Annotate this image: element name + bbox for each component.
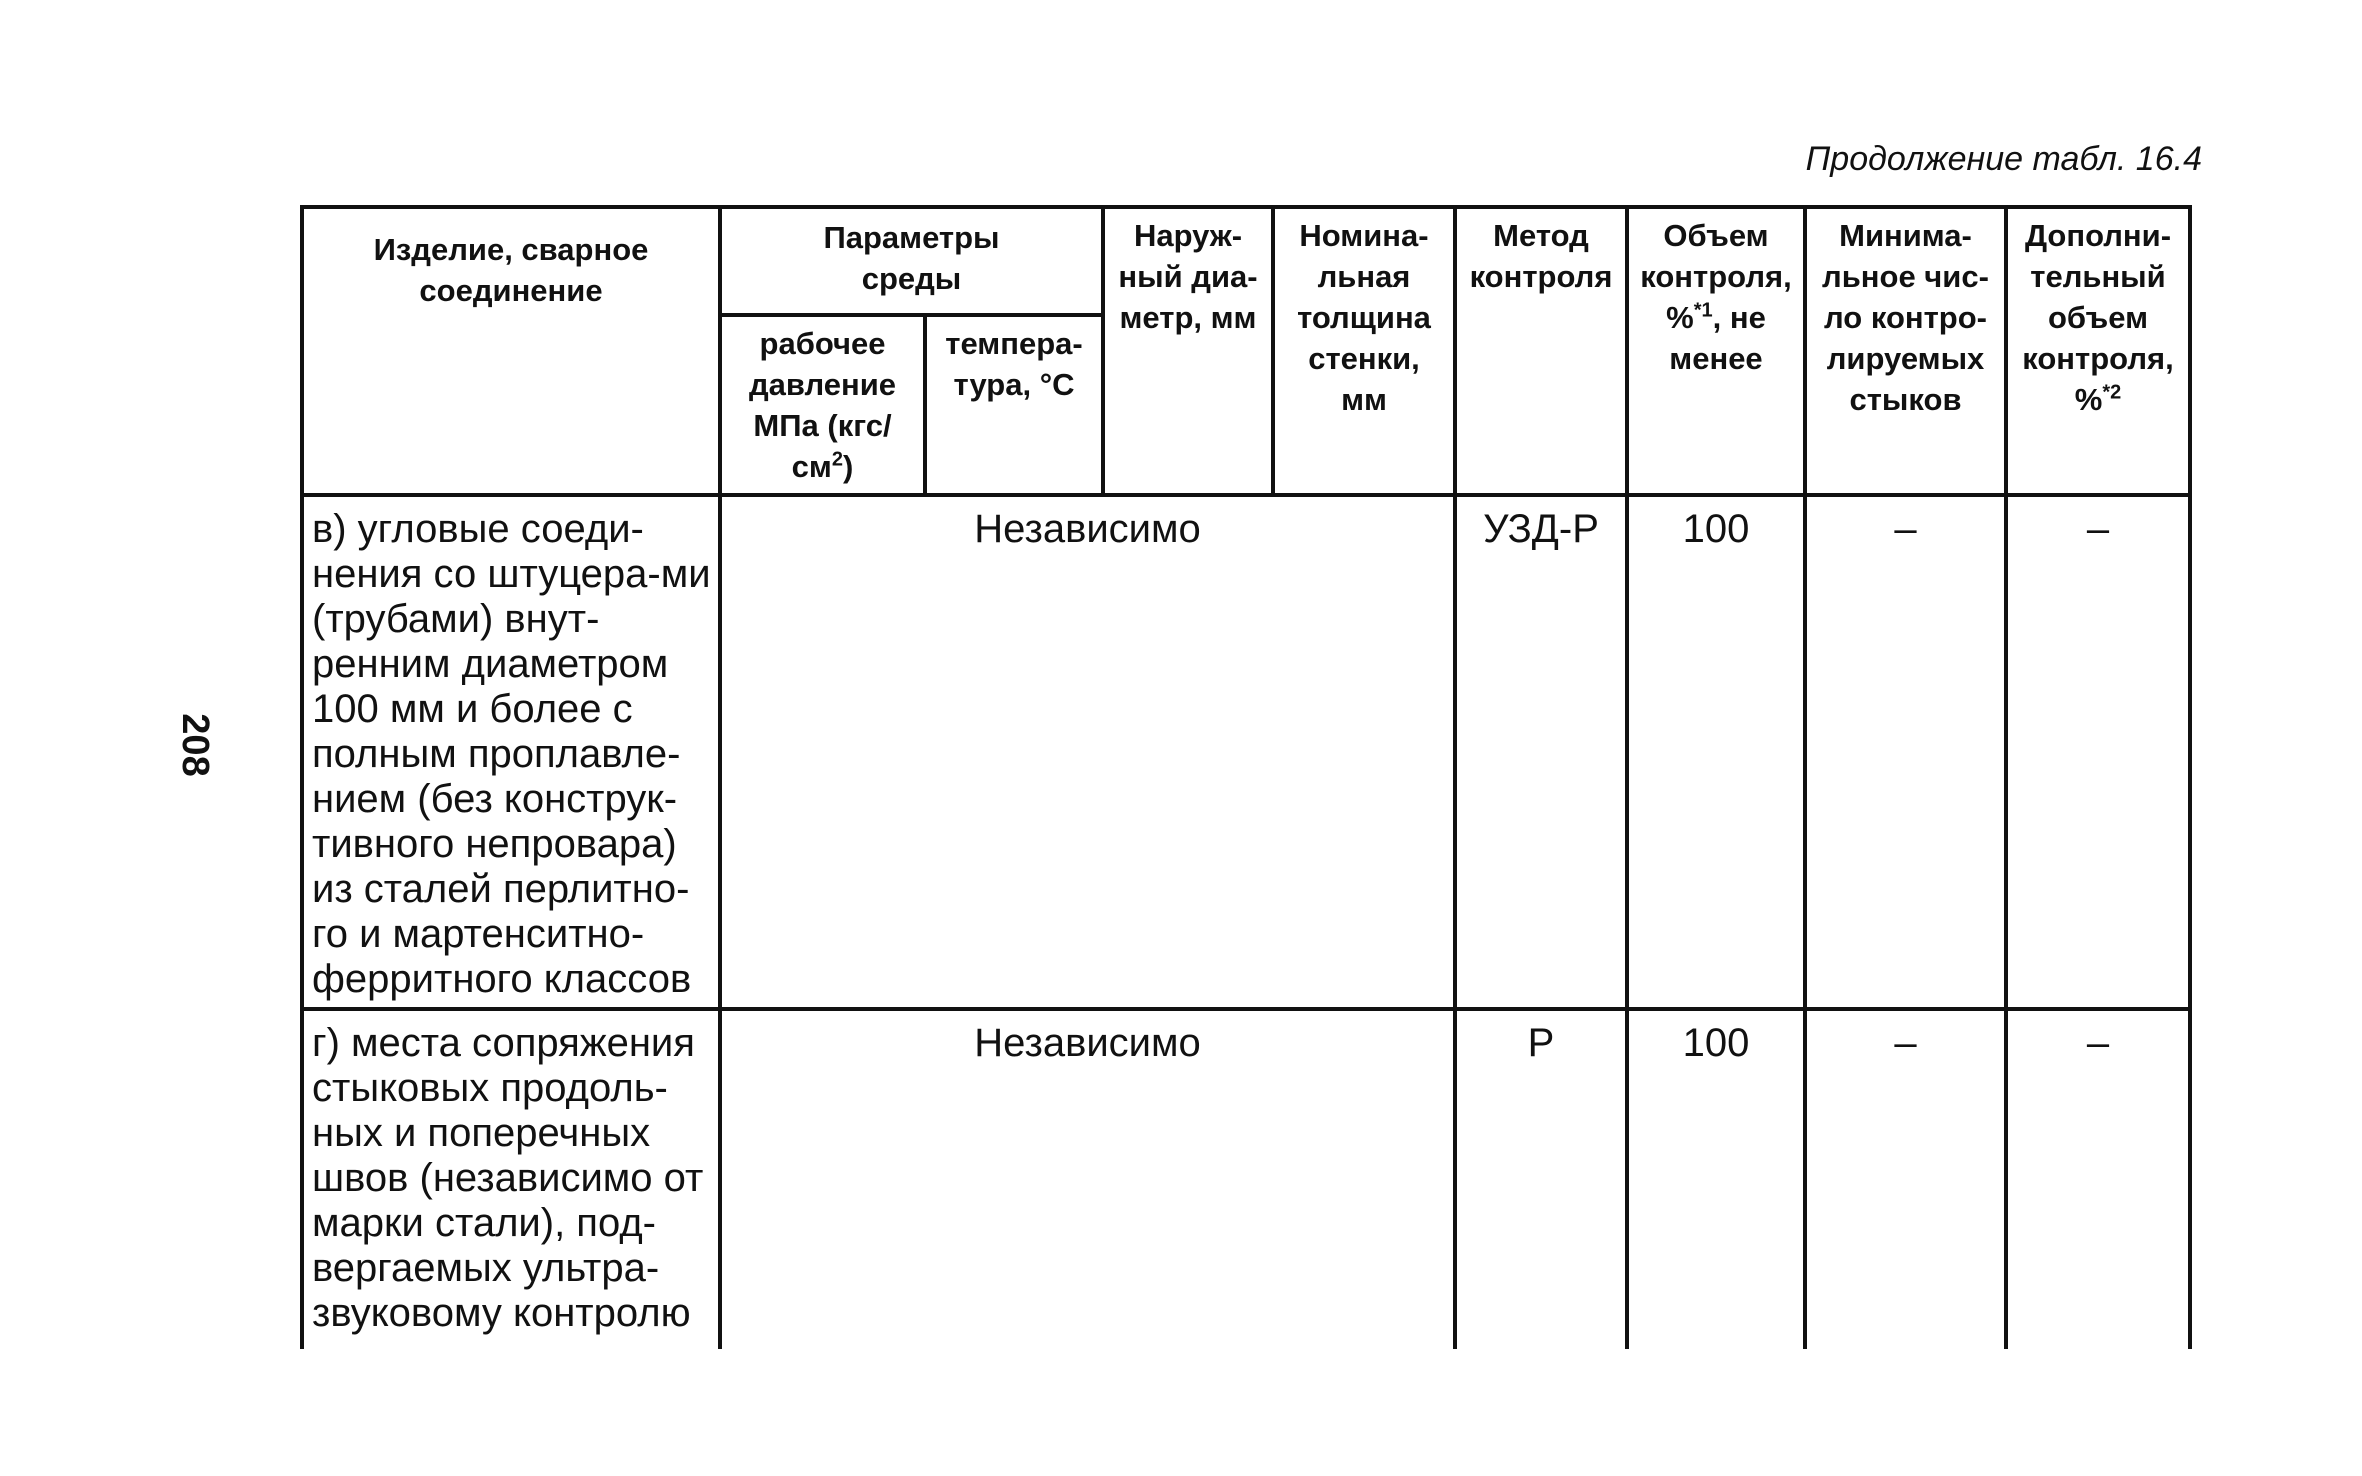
row-item: в) угловые соеди-нения со штуцера-ми (трубами) внут-ренним диаметром 100 мм и более с полным проплавле-нием (без конструк-тивного непровара) из сталей перлитно-го и мартенситно-ферритного классов	[302, 495, 720, 1009]
row-extra-volume: –	[2006, 495, 2190, 1009]
header-item: Изделие, сварное соединение	[302, 207, 720, 495]
header-volume-footnote: *1	[1693, 299, 1713, 322]
header-volume	[1627, 207, 1805, 495]
header-extra-volume	[2006, 207, 2190, 495]
header-extra-volume-footnote: *2	[2102, 381, 2122, 404]
header-outer-diameter: Наруж-ный диа-метр, мм	[1103, 207, 1273, 495]
page-number: 208	[174, 713, 217, 777]
row-item: г) места сопряжения стыковых продоль-ных и поперечных швов (независимо от марки стали), под-вергаемых ультра-звуковому контролю	[302, 1009, 720, 1349]
row-volume: 100	[1627, 1009, 1805, 1349]
header-method: Метод контроля	[1455, 207, 1627, 495]
header-temperature: темпера-тура, °С	[925, 315, 1103, 495]
table-continuation-caption: Продолжение табл. 16.4	[1805, 140, 2202, 178]
header-pressure-sup: 2	[831, 448, 843, 471]
table-row	[302, 495, 2190, 1009]
row-method: УЗД-Р	[1455, 495, 1627, 1009]
row-params: Независимо	[720, 495, 1455, 1009]
header-min-joints: Минима-льное чис-ло контро-лируемых стыков	[1805, 207, 2006, 495]
row-extra-volume: –	[2006, 1009, 2190, 1349]
row-min-joints: –	[1805, 495, 2006, 1009]
header-pressure-text: рабочее давление МПа (кгс/см	[748, 326, 897, 484]
table-row	[302, 1009, 2190, 1349]
header-pressure	[720, 315, 925, 495]
inspection-table	[300, 205, 2192, 1349]
row-method: Р	[1455, 1009, 1627, 1349]
header-pressure-text-end: )	[842, 449, 854, 484]
header-volume-text-end: , не менее	[1669, 300, 1766, 376]
row-volume: 100	[1627, 495, 1805, 1009]
row-min-joints: –	[1805, 1009, 2006, 1349]
header-extra-volume-text: Дополни-тельный объем контроля, %	[2022, 218, 2174, 417]
header-params-group: Параметры среды	[720, 207, 1103, 315]
row-params: Независимо	[720, 1009, 1455, 1349]
header-volume-text: Объем контроля, %	[1640, 218, 1792, 335]
header-wall-thickness: Номина-льная толщина стенки, мм	[1273, 207, 1455, 495]
